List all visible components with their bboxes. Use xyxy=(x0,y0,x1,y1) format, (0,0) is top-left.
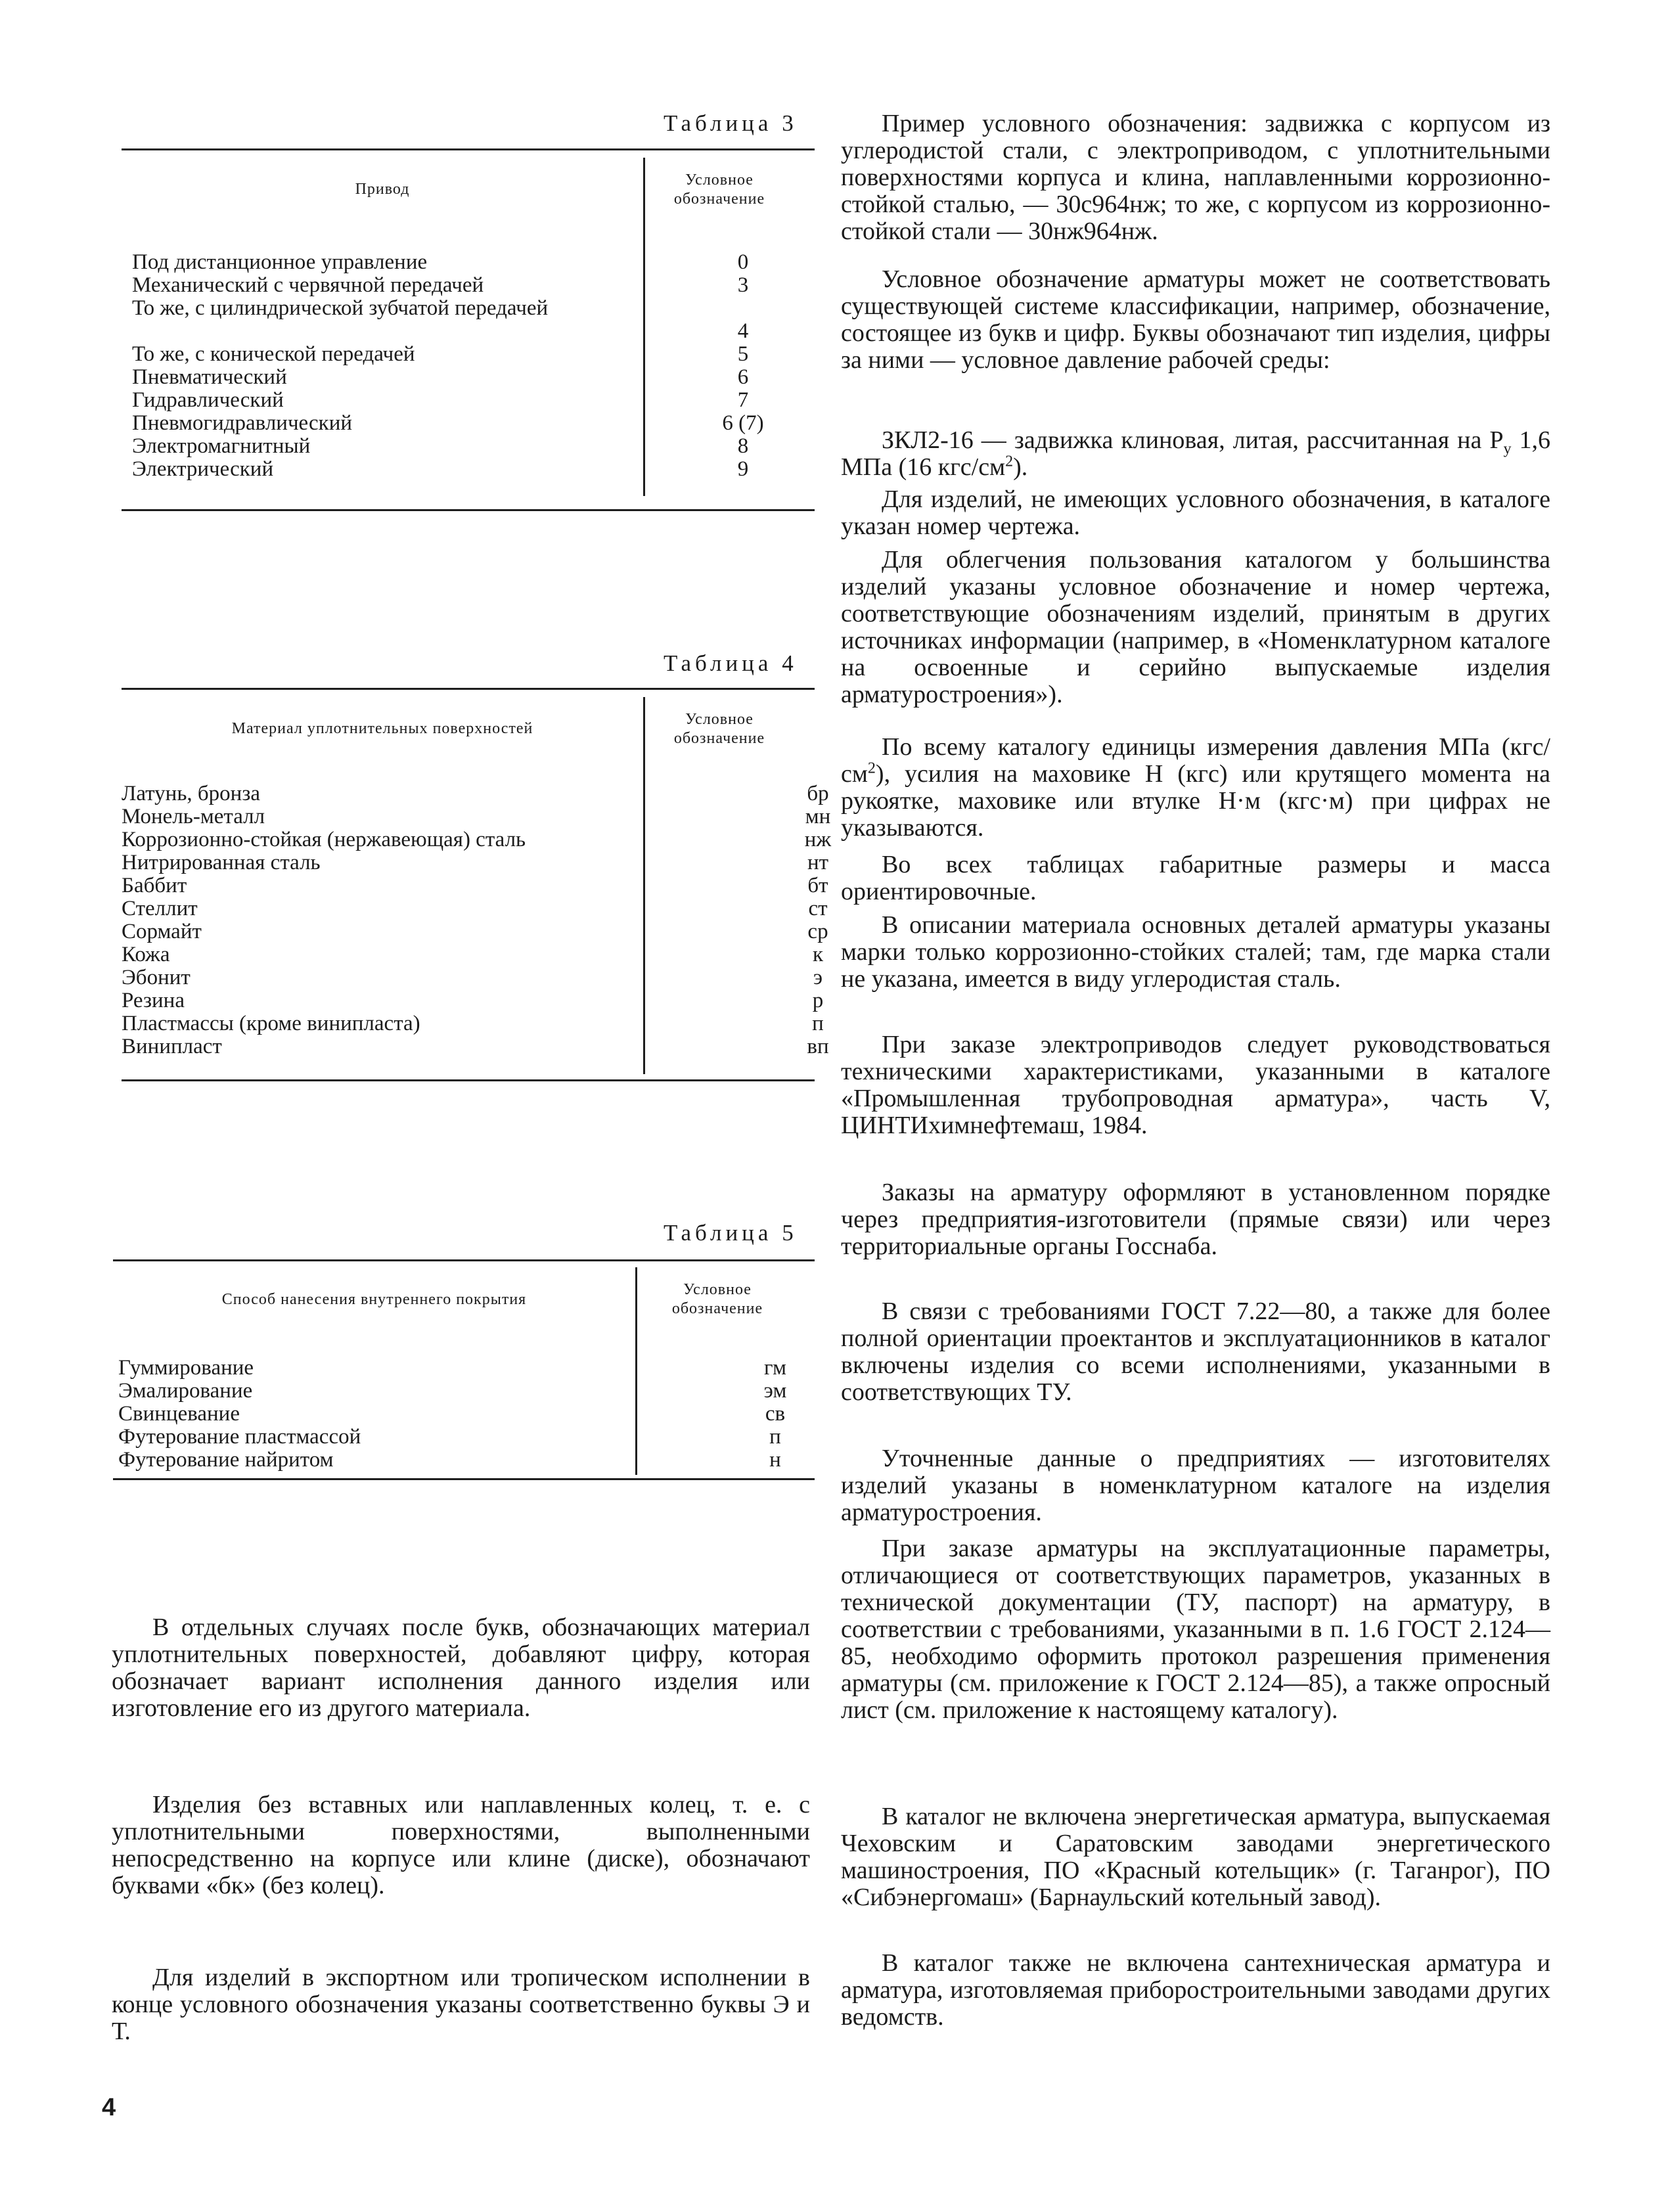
table-row xyxy=(122,897,828,920)
right-paragraph-15: В каталог также не включена сантехническая арматура и арматура, изготовляемая приборостроительными заводами других ведомств. xyxy=(841,1949,1550,2031)
table-row xyxy=(122,1035,829,1058)
table-row xyxy=(132,366,815,389)
right-paragraph-2: Условное обозначение арматуры может не соответствовать существующей системе классификации, например, обозначение, состоящее из букв и цифр. Буквы обозначают тип изделия, цифры за ними — условное давление рабочей среды: xyxy=(841,265,1550,374)
row-code: нт xyxy=(807,851,829,874)
right-paragraph-3-text-c: ). xyxy=(1013,453,1028,481)
table4-body xyxy=(122,782,832,1058)
row-name: Футерование найритом xyxy=(118,1448,334,1472)
row-name: Футерование пластмассой xyxy=(118,1425,361,1449)
table3-body xyxy=(132,251,815,481)
row-code: 5 xyxy=(737,342,749,366)
table-row xyxy=(122,989,824,1012)
left-paragraph-3: Для изделий в экспортном или тропическом исполнении в конце условного обозначения указаны соответственно буквы Э и Т. xyxy=(112,1964,810,2045)
table-row xyxy=(132,412,815,435)
table-row xyxy=(118,1403,815,1426)
table-row xyxy=(132,297,815,343)
row-name: Баббит xyxy=(122,874,187,897)
left-paragraph-2: Изделия без вставных или наплавленных колец, т. е. с уплотнительными поверхностями, выполненными непосредственно на корпусе или клине (диске), обозначают буквами «бк» (без колец). xyxy=(112,1791,810,1899)
table-row xyxy=(132,274,815,297)
right-paragraph-11: В связи с требованиями ГОСТ 7.22—80, а также для более полной ориентации проектантов и эксплуатационников в каталог включены изделия со всеми исполнениями, указанными в соответствующих ТУ. xyxy=(841,1298,1550,1406)
row-name: То же, с цилиндрической зубчатой передачей xyxy=(132,296,549,320)
table5-caption: Таблица 5 xyxy=(664,1220,798,1246)
row-code: э xyxy=(813,966,823,989)
row-name: Нитрированная сталь xyxy=(122,851,321,874)
row-code: вп xyxy=(807,1035,829,1058)
row-name: Гидравлический xyxy=(132,388,284,412)
row-code: 6 xyxy=(737,365,749,389)
row-name: Кожа xyxy=(122,943,170,966)
table4 xyxy=(122,688,832,1082)
right-paragraph-3-text-a: ЗКЛ2-16 — задвижка клиновая, литая, рассчитанная на P xyxy=(882,426,1504,454)
table-row xyxy=(122,966,823,989)
table3-caption: Таблица 3 xyxy=(664,110,798,136)
left-paragraph-1: В отдельных случаях после букв, обозначающих материал уплотнительных поверхностей, добавляют цифру, которая обозначает вариант исполнения данного изделия или изготовление его из другого материала. xyxy=(112,1614,810,1722)
table-row xyxy=(132,458,815,481)
row-code: ст xyxy=(808,897,828,920)
row-name: Под дистанционное управление xyxy=(132,250,428,274)
row-code: 4 xyxy=(737,319,749,343)
table3-header-code: Условное обозначение xyxy=(673,171,765,208)
table5-header-code: Условное обозначение xyxy=(671,1281,763,1317)
table-row xyxy=(122,851,829,874)
row-name: Резина xyxy=(122,989,185,1012)
row-name: Электромагнитный xyxy=(132,434,311,458)
table5 xyxy=(113,1259,815,1480)
table3-bottom-rule xyxy=(122,509,815,511)
row-code: 0 xyxy=(737,250,749,274)
row-name: Пневматический xyxy=(132,365,287,389)
table4-top-rule xyxy=(122,688,815,690)
table-row xyxy=(118,1426,815,1449)
row-code: эм xyxy=(763,1379,787,1403)
table-row xyxy=(122,828,832,851)
row-code: мн xyxy=(805,805,831,828)
row-code: гм xyxy=(764,1356,786,1380)
table-row xyxy=(122,920,828,943)
right-paragraph-3-text-b: 1,6 МПа (16 кгс/см xyxy=(841,426,1551,481)
right-paragraph-6-sup: 2 xyxy=(867,759,876,777)
table-row xyxy=(122,1012,824,1035)
table-row xyxy=(122,782,829,805)
row-name: Стеллит xyxy=(122,897,198,920)
row-code: 6 (7) xyxy=(722,411,764,435)
row-code: бт xyxy=(807,874,828,897)
row-name: Механический с червячной передачей xyxy=(132,273,484,297)
right-paragraph-14: В каталог не включена энергетическая арматура, выпускаемая Чеховским и Саратовским заводами энергетического машиностроения, ПО «Красный котельщик» (г. Таганрог), ПО «Сибэнергомаш» (Барнаульский котельный завод). xyxy=(841,1803,1550,1911)
table-row xyxy=(132,343,815,366)
right-paragraph-10: Заказы на арматуру оформляют в установленном порядке через предприятия-изготовители (прямые связи) или через территориальные органы Госснаба. xyxy=(841,1179,1550,1260)
row-code: 7 xyxy=(737,388,749,412)
row-name: Свинцевание xyxy=(118,1402,240,1426)
row-name: Сормайт xyxy=(122,920,202,943)
row-name: Монель-металл xyxy=(122,805,265,828)
right-paragraph-3 xyxy=(841,427,1550,481)
table-row xyxy=(118,1357,815,1380)
table3-header-drive: Привод xyxy=(355,181,410,198)
right-paragraph-3-sub: у xyxy=(1503,440,1512,458)
table3 xyxy=(122,148,815,511)
row-code: 8 xyxy=(737,434,749,458)
row-code: к xyxy=(812,943,824,966)
right-paragraph-12: Уточненные данные о предприятиях — изготовителях изделий указаны в номенклатурном каталоге на изделия арматуростроения. xyxy=(841,1445,1550,1526)
table-row xyxy=(118,1449,815,1472)
right-paragraph-1: Пример условного обозначения: задвижка с корпусом из углеродистой стали, с электроприводом, с уплотнительными поверхностями корпуса и клина, наплавленными коррозионно-стойкой сталью, — 30с964нж; то же, с корпусом из коррозионно-стойкой стали — 30нж964нж. xyxy=(841,110,1550,245)
row-code: п xyxy=(812,1012,824,1035)
row-name: Эмалирование xyxy=(118,1379,253,1403)
table-row xyxy=(122,943,824,966)
row-name: Электрический xyxy=(132,457,274,481)
table5-top-rule xyxy=(113,1259,815,1261)
right-paragraph-4: Для изделий, не имеющих условного обозначения, в каталоге указан номер чертежа. xyxy=(841,485,1550,540)
row-name: Пневмогидравлический xyxy=(132,411,353,435)
right-paragraph-6-text-a: По всему каталогу единицы измерения давления МПа (кгс/см xyxy=(841,733,1550,788)
row-name: Коррозионно-стойкая (нержавеющая) сталь xyxy=(122,828,526,851)
row-code: ср xyxy=(807,920,828,943)
table-row xyxy=(132,389,815,412)
row-name: Гуммирование xyxy=(118,1356,254,1380)
row-code: 9 xyxy=(737,457,749,481)
right-paragraph-6 xyxy=(841,734,1550,842)
table-row xyxy=(122,874,828,897)
table4-header-code: Условное обозначение xyxy=(673,711,765,747)
page-number: 4 xyxy=(102,2094,116,2121)
table5-bottom-rule xyxy=(113,1478,815,1480)
right-paragraph-8: В описании материала основных деталей арматуры указаны марки только коррозионно-стойких сталей; там, где марка стали не указана, имеется в виду углеродистая сталь. xyxy=(841,911,1550,993)
table-row xyxy=(132,251,815,274)
right-paragraph-5: Для облегчения пользования каталогом у большинства изделий указаны условное обозначение и номер чертежа, соответствующие обозначениям изделий, принятым в других источниках информации (например, в «Номенклатурном каталоге на освоенные и серийно выпускаемые изделия арматуростроения»). xyxy=(841,546,1550,708)
right-paragraph-6-text-b: ), усилия на маховике Н (кгс) или крутящего момента на рукоятке, маховике или втулке Н·м (кгс·м) при цифрах не указываются. xyxy=(841,760,1550,842)
table-row xyxy=(122,805,831,828)
row-name: Пластмассы (кроме винипласта) xyxy=(122,1012,420,1035)
row-name: Эбонит xyxy=(122,966,191,989)
row-code: н xyxy=(769,1448,781,1472)
row-name: Винипласт xyxy=(122,1035,222,1058)
row-name: То же, с конической передачей xyxy=(132,342,415,366)
table4-header-material: Материал уплотнительных поверхностей xyxy=(231,720,533,737)
table4-caption: Таблица 4 xyxy=(664,650,798,676)
table-row xyxy=(132,435,815,458)
table4-bottom-rule xyxy=(122,1079,815,1081)
right-paragraph-9: При заказе электроприводов следует руководствоваться техническими характеристиками, указанными в каталоге «Промышленная трубопроводная арматура», часть V, ЦИНТИхимнефтемаш, 1984. xyxy=(841,1031,1550,1139)
table3-top-rule xyxy=(122,148,815,150)
right-paragraph-7: Во всех таблицах габаритные размеры и масса ориентировочные. xyxy=(841,851,1550,905)
right-paragraph-13: При заказе арматуры на эксплуатационные параметры, отличающиеся от соответствующих параметров, указанных в технической документации (ТУ, паспорт) на арматуру, в соответствии с требованиями, указанными в п. 1.6 ГОСТ 2.124—85, необходимо оформить протокол разрешения применения арматуры (см. приложение к ГОСТ 2.124—85), а также опросный лист (см. приложение к настоящему каталогу). xyxy=(841,1535,1550,1724)
row-code: бр xyxy=(807,782,829,805)
row-code: п xyxy=(769,1425,781,1449)
row-code: 3 xyxy=(737,273,749,297)
right-paragraph-3-sup: 2 xyxy=(1005,453,1014,470)
table5-body xyxy=(118,1357,815,1472)
row-name: Латунь, бронза xyxy=(122,782,261,805)
row-code: нж xyxy=(804,828,832,851)
table-row xyxy=(118,1380,815,1403)
row-code: св xyxy=(765,1402,786,1426)
table5-header-method: Способ нанесения внутреннего покрытия xyxy=(221,1291,527,1308)
row-code: р xyxy=(812,989,824,1012)
